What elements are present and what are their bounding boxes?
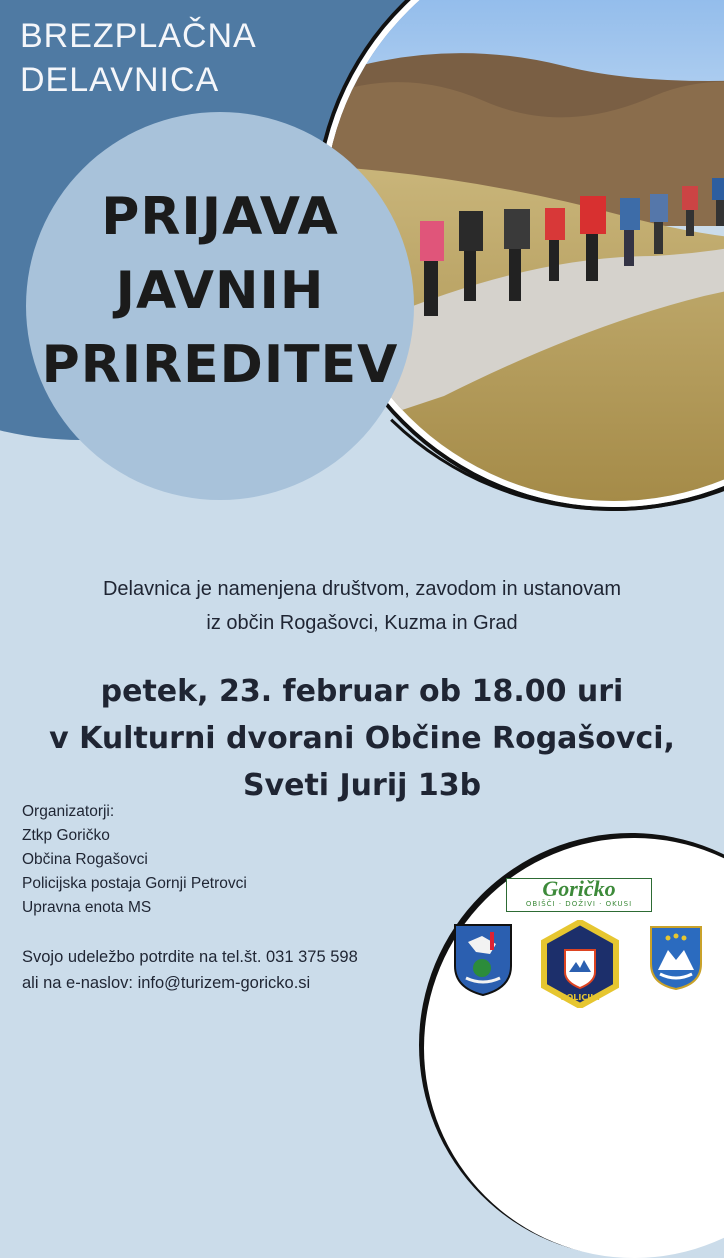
description-line-2: iz občin Rogašovci, Kuzma in Grad [206,612,518,634]
contact-info [22,944,358,996]
organizers-heading: Organizatorji: [22,803,115,820]
goricko-logo-tagline: OBIŠČI · DOŽIVI · OKUSI [525,900,633,908]
slovenia-coat-of-arms-icon [648,924,704,992]
event-details [0,668,724,809]
event-venue: v Kulturni dvorani Občine Rogašovci, [49,721,675,756]
organizer-item: Ztkp Goričko [22,827,110,844]
description-line-1: Delavnica je namenjena društvom, zavodom in ustanovam [102,578,622,600]
page-title [30,180,410,402]
contact-phone: Svojo udeležbo potrdite na tel.št. 031 375 598 [22,948,358,966]
police-badge-text: POLICIJA [560,993,600,1002]
title-line-3: PRIREDITEV [41,335,399,395]
description [0,572,724,640]
organizer-item: Upravna enota MS [22,899,152,916]
organizers [22,800,247,920]
goricko-logo-name: Goričko [542,876,616,901]
event-date: petek, 23. februar ob 18.00 uri [100,674,624,709]
goricko-logo [506,878,652,912]
event-address: Sveti Jurij 13b [242,768,482,803]
badge-line-2: DELAVNICA [20,61,220,99]
title-line-1: PRIJAVA [101,187,339,247]
free-workshop-badge [20,14,257,102]
badge-line-1: BREZPLAČNA [20,17,257,55]
police-badge-icon [540,920,620,1008]
organizer-item: Občina Rogašovci [22,851,148,868]
title-line-2: JAVNIH [115,261,325,321]
contact-email: ali na e-naslov: info@turizem-goricko.si [22,974,311,992]
municipality-crest-icon [452,922,514,998]
organizer-item: Policijska postaja Gornji Petrovci [22,875,247,892]
